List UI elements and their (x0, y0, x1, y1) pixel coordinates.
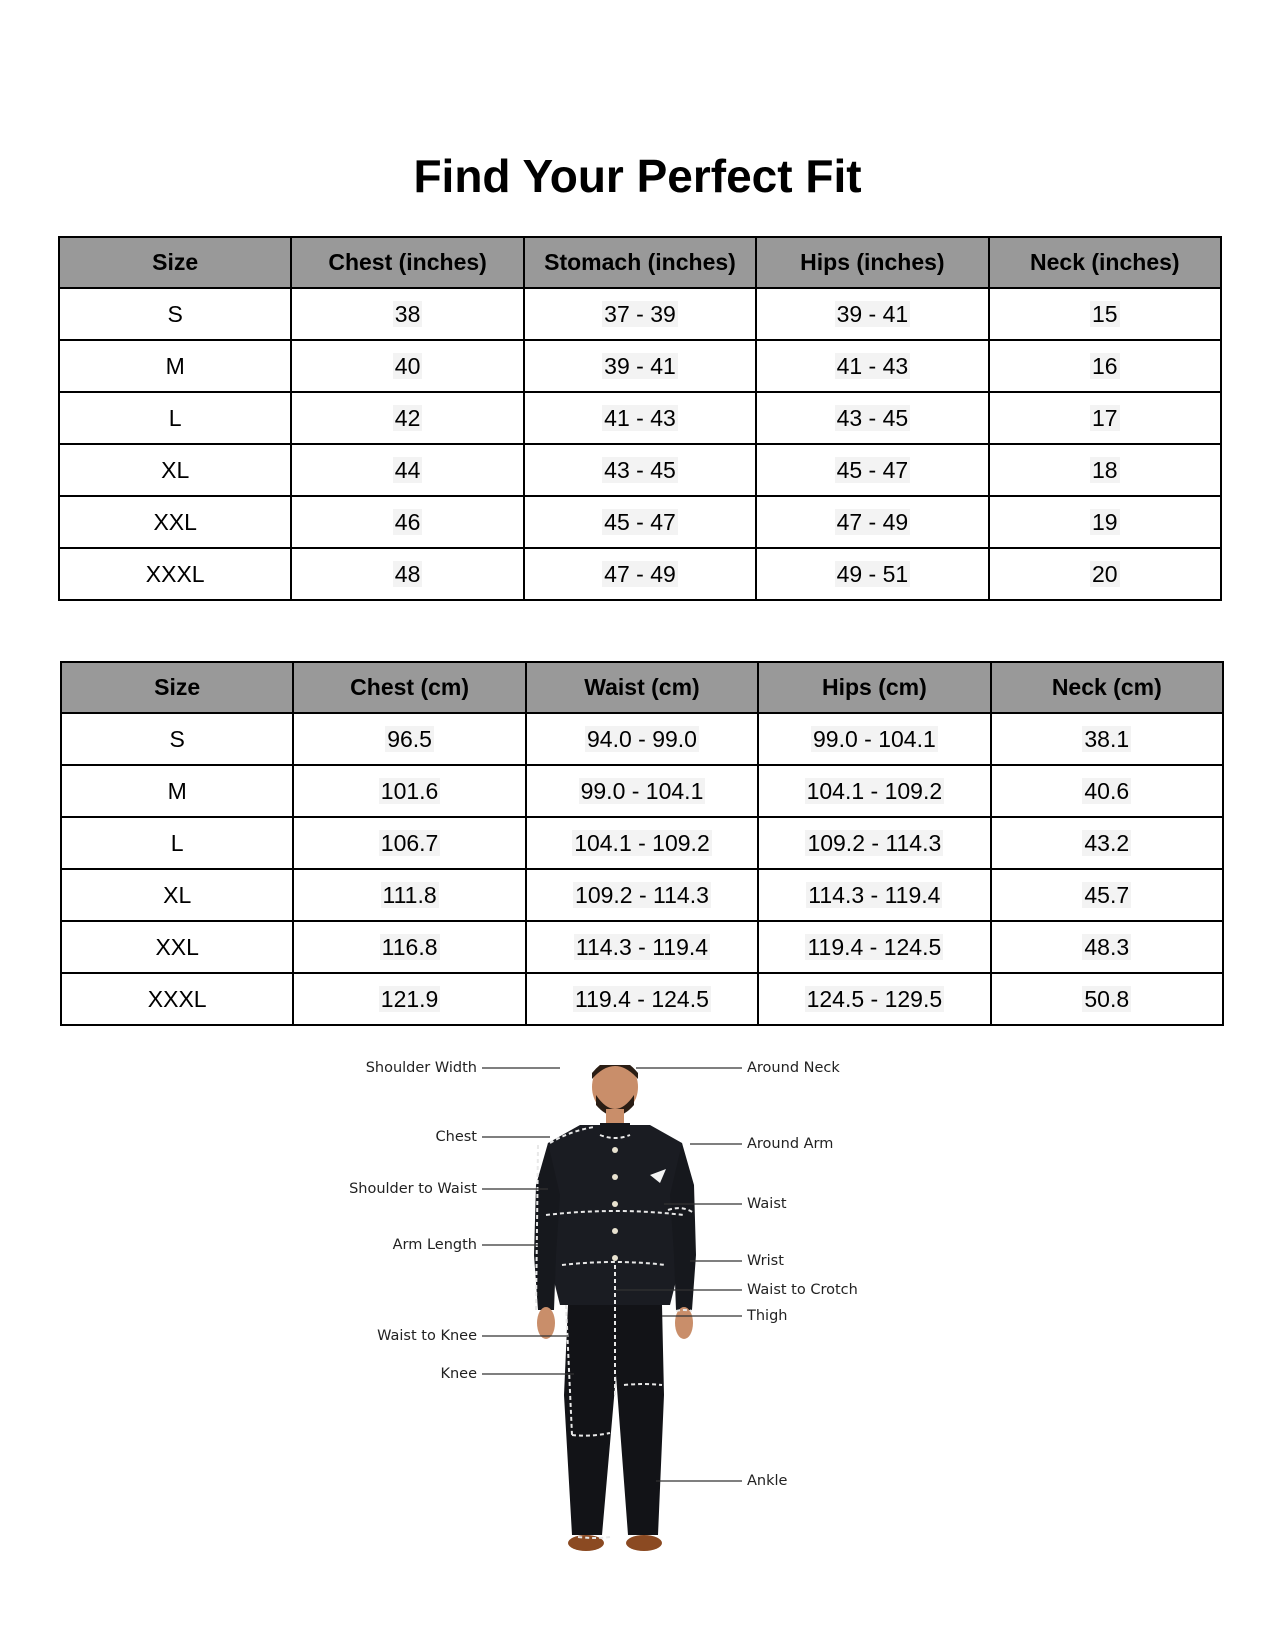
cell-neck (989, 340, 1221, 392)
cell-neck (989, 444, 1221, 496)
cell-chest (291, 496, 523, 548)
table-row (61, 765, 1223, 817)
cell-value: M (165, 352, 185, 379)
table-row (61, 921, 1223, 973)
cell-value: 41 - 43 (604, 404, 676, 431)
cell-value: 38 (394, 300, 421, 327)
label-around-arm: Around Arm (747, 1136, 834, 1152)
cell-value: M (167, 777, 187, 804)
cell-value: 99.0 - 104.1 (580, 777, 704, 804)
header-chest: Chest (cm) (293, 662, 525, 713)
cell-value: 44 (394, 456, 421, 483)
cell-value: 18 (1091, 456, 1118, 483)
cell-mid (526, 765, 758, 817)
cell-value: 114.3 - 119.4 (808, 881, 941, 908)
cell-chest (291, 288, 523, 340)
cell-value: 20 (1091, 560, 1118, 587)
label-shoulder-to-waist: Shoulder to Waist (349, 1181, 477, 1197)
header-size: Size (61, 662, 293, 713)
header-stomach: Stomach (inches) (524, 237, 756, 288)
cell-hips (756, 340, 988, 392)
cell-value: 43 - 45 (604, 456, 676, 483)
cell-size (61, 817, 293, 869)
cell-size (59, 288, 291, 340)
header-waist: Waist (cm) (526, 662, 758, 713)
cell-chest (293, 713, 525, 765)
table-row (59, 496, 1221, 548)
label-chest: Chest (435, 1129, 477, 1145)
cell-neck (989, 496, 1221, 548)
cell-size (59, 340, 291, 392)
table-row (59, 392, 1221, 444)
label-knee: Knee (440, 1366, 477, 1382)
cell-hips (758, 973, 990, 1025)
cell-mid (526, 921, 758, 973)
header-neck: Neck (cm) (991, 662, 1223, 713)
cell-value: 41 - 43 (836, 352, 909, 379)
header-chest: Chest (inches) (291, 237, 523, 288)
cell-hips (756, 444, 988, 496)
cell-value: 40.6 (1084, 777, 1130, 804)
table-header-row (59, 237, 1221, 288)
size-chart-cm (60, 661, 1224, 1026)
cell-value: XXL (153, 508, 197, 535)
size-chart-inches (58, 236, 1222, 601)
cell-mid (524, 340, 756, 392)
label-waist: Waist (747, 1196, 787, 1212)
page-title: Find Your Perfect Fit (413, 150, 862, 202)
cell-size (61, 973, 293, 1025)
cell-size (61, 765, 293, 817)
label-waist-to-crotch: Waist to Crotch (747, 1282, 858, 1298)
cell-hips (756, 288, 988, 340)
cell-value: 119.4 - 124.5 (807, 933, 942, 960)
cell-chest (291, 340, 523, 392)
cell-value: 116.8 (381, 933, 438, 960)
label-thigh: Thigh (747, 1308, 788, 1324)
cell-neck (989, 288, 1221, 340)
cell-value: 48 (394, 560, 421, 587)
cell-value: 15 (1091, 300, 1118, 327)
cell-size (59, 496, 291, 548)
cell-neck (991, 921, 1223, 973)
cell-hips (756, 392, 988, 444)
cell-size (59, 392, 291, 444)
cell-value: XL (161, 456, 190, 483)
table-row (61, 973, 1223, 1025)
measurement-guide-figure (310, 1060, 950, 1625)
cell-value: 43 - 45 (836, 404, 909, 431)
cell-value: 37 - 39 (604, 300, 676, 327)
cell-neck (989, 548, 1221, 600)
label-ankle: Ankle (747, 1473, 788, 1489)
cell-mid (524, 288, 756, 340)
table-row (59, 340, 1221, 392)
cell-chest (291, 548, 523, 600)
cell-value: 99.0 - 104.1 (812, 725, 936, 752)
header-size: Size (59, 237, 291, 288)
cell-value: 47 - 49 (604, 560, 676, 587)
table-row (59, 548, 1221, 600)
cell-hips (758, 921, 990, 973)
cell-value: 104.1 - 109.2 (806, 777, 943, 804)
table-row (59, 288, 1221, 340)
cell-neck (991, 765, 1223, 817)
cell-value: 48.3 (1084, 933, 1130, 960)
cell-size (59, 548, 291, 600)
cell-value: 101.6 (380, 777, 439, 804)
suit-figure-illustration (310, 1065, 950, 1625)
cell-chest (293, 973, 525, 1025)
cell-hips (758, 869, 990, 921)
cell-value: 114.3 - 119.4 (575, 933, 709, 960)
cell-value: 94.0 - 99.0 (586, 725, 697, 752)
cell-chest (293, 765, 525, 817)
cell-neck (991, 713, 1223, 765)
cell-hips (756, 496, 988, 548)
cell-neck (989, 392, 1221, 444)
cell-neck (991, 817, 1223, 869)
cell-value: 109.2 - 114.3 (807, 829, 942, 856)
cell-value: 45 - 47 (604, 508, 676, 535)
label-wrist: Wrist (747, 1253, 784, 1269)
cell-value: L (168, 404, 182, 431)
cell-mid (526, 973, 758, 1025)
cell-chest (291, 392, 523, 444)
table-row (61, 817, 1223, 869)
header-hips: Hips (inches) (756, 237, 988, 288)
cell-chest (293, 817, 525, 869)
cell-mid (526, 869, 758, 921)
cell-value: 45.7 (1084, 881, 1130, 908)
cell-value: 96.5 (387, 725, 432, 752)
table-row (61, 869, 1223, 921)
cell-chest (293, 869, 525, 921)
cell-value: 38.1 (1084, 725, 1130, 752)
table-row (61, 713, 1223, 765)
header-hips: Hips (cm) (758, 662, 990, 713)
cell-hips (756, 548, 988, 600)
cell-value: 43.2 (1084, 829, 1130, 856)
cell-value: 42 (394, 404, 421, 431)
cell-value: XXXL (147, 985, 207, 1012)
cell-value: 124.5 - 129.5 (806, 985, 943, 1012)
cell-size (59, 444, 291, 496)
label-waist-to-knee: Waist to Knee (377, 1328, 477, 1344)
cell-value: 45 - 47 (836, 456, 909, 483)
cell-value: 111.8 (382, 881, 437, 908)
cell-value: S (169, 725, 185, 752)
cell-mid (526, 713, 758, 765)
cell-value: S (167, 300, 183, 327)
table-row (59, 444, 1221, 496)
cell-value: 39 - 41 (836, 300, 909, 327)
cell-value: 39 - 41 (604, 352, 676, 379)
cell-value: 50.8 (1084, 985, 1130, 1012)
cell-value: 19 (1091, 508, 1118, 535)
cell-value: 104.1 - 109.2 (574, 829, 710, 856)
cell-value: 49 - 51 (836, 560, 909, 587)
cell-value: L (170, 829, 184, 856)
cell-value: 109.2 - 114.3 (575, 881, 709, 908)
cell-size (61, 869, 293, 921)
cell-value: XXL (155, 933, 199, 960)
table-header-row (61, 662, 1223, 713)
label-shoulder-width: Shoulder Width (365, 1060, 477, 1076)
cell-mid (524, 496, 756, 548)
cell-value: 119.4 - 124.5 (575, 985, 709, 1012)
cell-mid (526, 817, 758, 869)
cell-neck (991, 869, 1223, 921)
cell-hips (758, 765, 990, 817)
cell-mid (524, 548, 756, 600)
label-around-neck: Around Neck (747, 1060, 840, 1076)
label-arm-length: Arm Length (392, 1237, 477, 1253)
cell-mid (524, 444, 756, 496)
cell-value: XXXL (145, 560, 205, 587)
cell-hips (758, 817, 990, 869)
cell-chest (293, 921, 525, 973)
cell-value: 121.9 (380, 985, 439, 1012)
cell-size (61, 713, 293, 765)
cell-value: 106.7 (380, 829, 439, 856)
cell-chest (291, 444, 523, 496)
cell-neck (991, 973, 1223, 1025)
cell-value: 40 (394, 352, 421, 379)
cell-value: 17 (1091, 404, 1118, 431)
header-neck: Neck (inches) (989, 237, 1221, 288)
cell-value: 47 - 49 (836, 508, 909, 535)
cell-value: XL (163, 881, 192, 908)
cell-size (61, 921, 293, 973)
cell-value: 16 (1091, 352, 1118, 379)
cell-hips (758, 713, 990, 765)
cell-mid (524, 392, 756, 444)
cell-value: 46 (394, 508, 421, 535)
